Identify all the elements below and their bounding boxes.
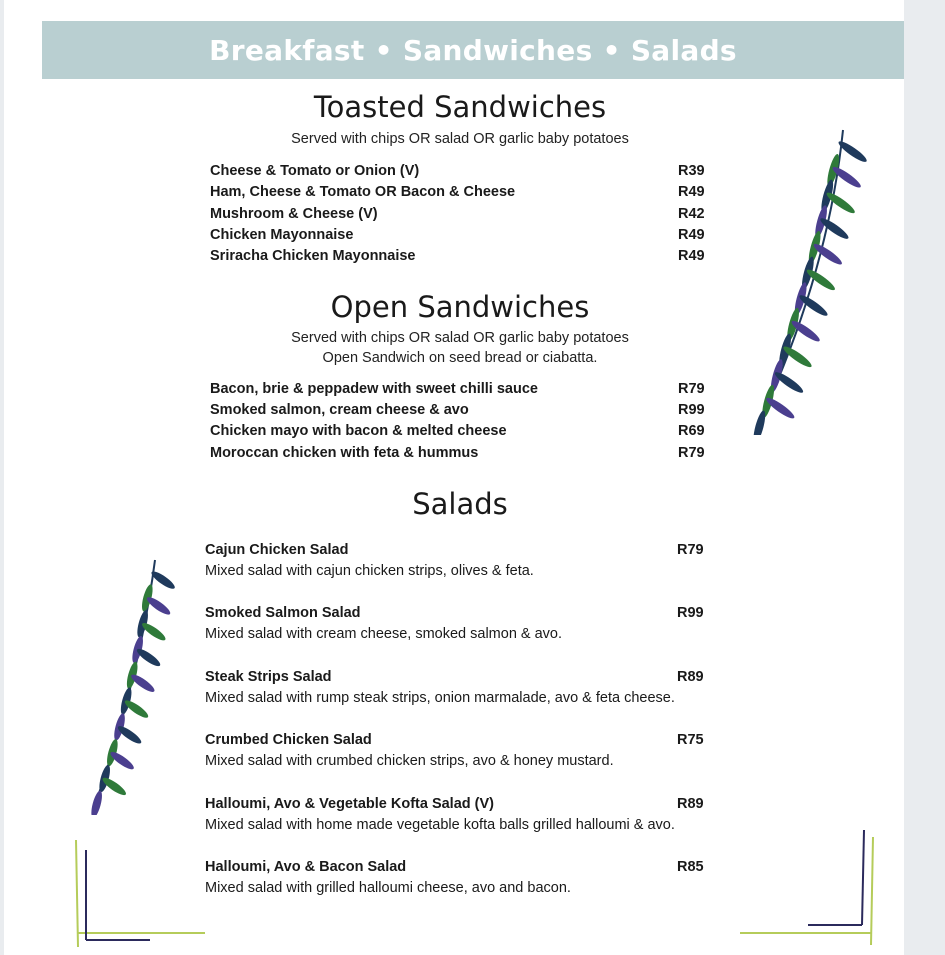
salad-name: Cajun Chicken Salad	[205, 542, 349, 558]
corner-frame	[738, 825, 883, 950]
menu-row	[210, 206, 710, 226]
open-title: Open Sandwiches	[330, 290, 590, 324]
menu-row	[210, 184, 710, 204]
item-name: Bacon, brie & peppadew with sweet chilli sauce	[210, 381, 538, 397]
menu-banner	[42, 21, 904, 79]
item-price: R42	[678, 206, 705, 222]
olive-branch-icon	[748, 125, 883, 435]
open-subtitle-2: Open Sandwich on seed bread or ciabatta.	[322, 350, 598, 366]
salad-name: Smoked Salmon Salad	[205, 605, 361, 621]
item-name: Moroccan chicken with feta & hummus	[210, 445, 479, 461]
item-price: R79	[678, 445, 705, 461]
salad-price: R85	[677, 859, 704, 875]
salad-item	[205, 542, 745, 586]
item-name: Chicken Mayonnaise	[210, 227, 354, 243]
salad-description: Mixed salad with cajun chicken strips, olives & feta.	[205, 563, 534, 579]
olive-branch-icon	[85, 555, 185, 815]
leaf-icon	[140, 620, 168, 643]
salad-description: Mixed salad with grilled halloumi cheese, avo and bacon.	[205, 880, 571, 896]
salad-price: R75	[677, 732, 704, 748]
item-price: R49	[678, 248, 705, 264]
salad-name: Steak Strips Salad	[205, 669, 332, 685]
salad-item	[205, 859, 745, 903]
salad-description: Mixed salad with home made vegetable kofta balls grilled halloumi & avo.	[205, 817, 675, 833]
salad-item	[205, 732, 745, 776]
item-name: Mushroom & Cheese (V)	[210, 206, 378, 222]
salad-price: R99	[677, 605, 704, 621]
item-price: R49	[678, 227, 705, 243]
item-name: Sriracha Chicken Mayonnaise	[210, 248, 416, 264]
salads-title: Salads	[412, 487, 508, 521]
item-name: Cheese & Tomato or Onion (V)	[210, 163, 420, 179]
item-price: R49	[678, 184, 705, 200]
salad-price: R89	[677, 669, 704, 685]
banner-title: Breakfast • Sandwiches • Salads	[209, 33, 737, 67]
salad-name: Halloumi, Avo & Bacon Salad	[205, 859, 407, 875]
menu-row	[210, 227, 710, 247]
corner-frame	[70, 835, 210, 950]
salad-item	[205, 669, 745, 713]
salad-price: R89	[677, 796, 704, 812]
menu-row	[210, 163, 710, 183]
item-price: R39	[678, 163, 705, 179]
item-price: R99	[678, 402, 705, 418]
salad-description: Mixed salad with rump steak strips, onion marmalade, avo & feta cheese.	[205, 690, 675, 706]
toasted-subtitle: Served with chips OR salad OR garlic baby potatoes	[291, 131, 629, 147]
salad-name: Crumbed Chicken Salad	[205, 732, 372, 748]
open-subtitle: Served with chips OR salad OR garlic baby potatoes	[291, 330, 629, 346]
menu-row	[210, 445, 710, 465]
menu-row	[210, 423, 710, 443]
menu-row	[210, 248, 710, 268]
item-price: R79	[678, 381, 705, 397]
menu-row	[210, 402, 710, 422]
salad-item	[205, 605, 745, 649]
salad-description: Mixed salad with crumbed chicken strips, avo & honey mustard.	[205, 753, 614, 769]
salad-description: Mixed salad with cream cheese, smoked salmon & avo.	[205, 626, 563, 642]
salad-price: R79	[677, 542, 704, 558]
item-name: Smoked salmon, cream cheese & avo	[210, 402, 469, 418]
leaf-icon	[149, 569, 177, 592]
item-name: Chicken mayo with bacon & melted cheese	[210, 423, 507, 439]
item-name: Ham, Cheese & Tomato OR Bacon & Cheese	[210, 184, 516, 200]
salad-name: Halloumi, Avo & Vegetable Kofta Salad (V)	[205, 796, 494, 812]
leaf-icon	[89, 790, 104, 815]
menu-row	[210, 381, 710, 401]
item-price: R69	[678, 423, 705, 439]
toasted-title: Toasted Sandwiches	[313, 90, 607, 124]
salad-item	[205, 796, 745, 840]
leaf-icon	[145, 595, 173, 618]
